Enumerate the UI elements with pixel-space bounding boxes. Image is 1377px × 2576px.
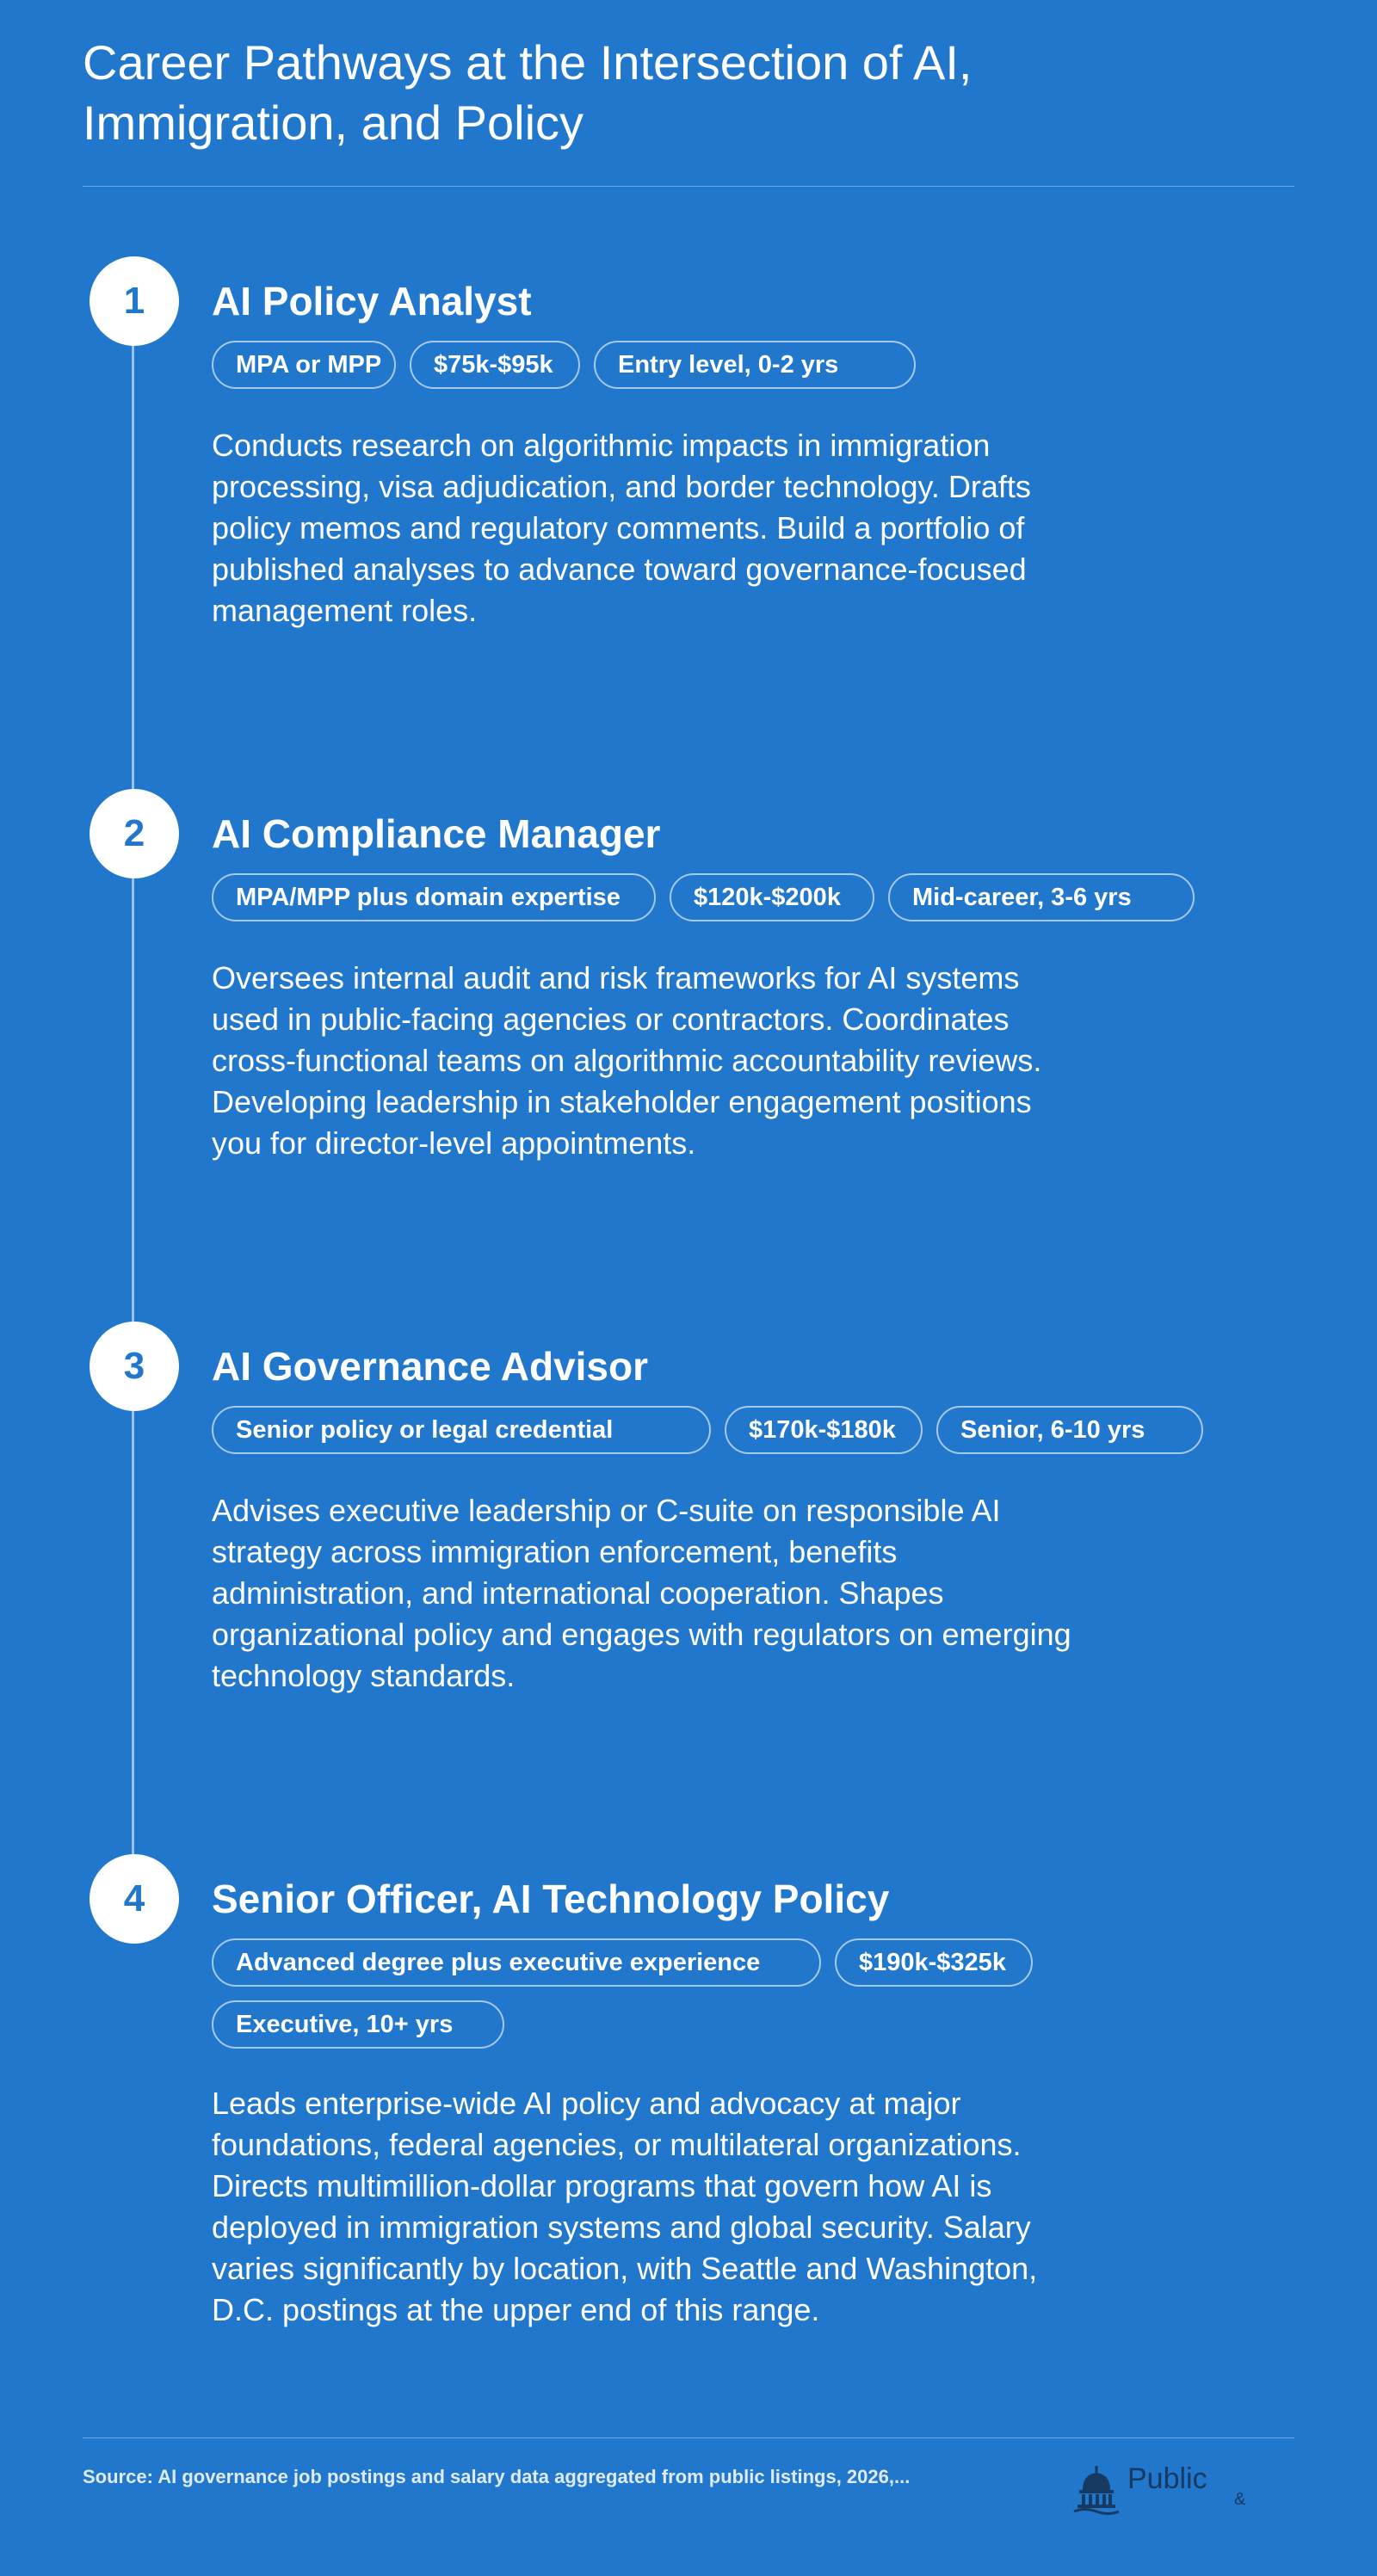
page-title: Career Pathways at the Intersection of AI, Immigration, and Policy xyxy=(83,35,973,150)
step-tags xyxy=(212,1406,1227,1454)
step-tags xyxy=(212,873,1227,921)
step-number-badge: 2 xyxy=(90,789,179,878)
experience-tag: Entry level, 0-2 yrs xyxy=(594,341,916,389)
capitol-dome-icon xyxy=(1072,2464,1121,2516)
salary-tag: $75k-$95k xyxy=(410,341,580,389)
step-tags xyxy=(212,1938,1227,2049)
step-title: Senior Officer, AI Technology Policy xyxy=(212,1877,890,1921)
step-title: AI Governance Advisor xyxy=(212,1344,649,1389)
step-tags xyxy=(212,341,1227,389)
step-description: Advises executive leadership or C-suite on responsible AI strategy across immigration enforcement, benefits administration, and international cooperation. Shapes organizational policy and engages with regulators on emerging technology standards. xyxy=(212,1493,1071,1693)
education-tag: MPA/MPP plus domain expertise xyxy=(212,873,656,921)
step-number-badge: 1 xyxy=(90,256,179,346)
step-number-badge: 4 xyxy=(90,1854,179,1944)
step-description: Conducts research on algorithmic impacts in immigration processing, visa adjudication, and border technology. Drafts policy memos and regulatory comments. Build a portfolio of published analyses to advance toward governance-focused management roles. xyxy=(212,428,1031,628)
logo-ampersand: & xyxy=(1234,2490,1246,2509)
experience-tag: Mid-career, 3-6 yrs xyxy=(888,873,1195,921)
timeline-line xyxy=(132,301,134,1901)
footer-divider xyxy=(83,2437,1294,2438)
education-tag: Senior policy or legal credential xyxy=(212,1406,711,1454)
education-tag: Advanced degree plus executive experience xyxy=(212,1938,821,1987)
step-title: AI Policy Analyst xyxy=(212,279,532,324)
step-description: Leads enterprise-wide AI policy and advocacy at major foundations, federal agencies, or multilateral organizations. Directs multimillion-dollar programs that govern how AI is deployed in immigration systems and global security. Salary varies significantly by location, with Seattle and Washington, D.C. postings at the upper end of this range. xyxy=(212,2086,1038,2327)
source-note: Source: AI governance job postings and salary data aggregated from public listings, 2026,... xyxy=(83,2466,911,2487)
experience-tag: Senior, 6-10 yrs xyxy=(936,1406,1203,1454)
step-description: Oversees internal audit and risk frameworks for AI systems used in public-facing agencies or contractors. Coordinates cross-functional teams on algorithmic accountability reviews. Developing leadership in stakeholder engagement positions you for director-level appointments. xyxy=(212,960,1042,1161)
salary-tag: $120k-$200k xyxy=(670,873,874,921)
salary-tag: $170k-$180k xyxy=(725,1406,923,1454)
title-divider xyxy=(83,186,1294,187)
step-number-badge: 3 xyxy=(90,1322,179,1411)
step-title: AI Compliance Manager xyxy=(212,811,661,856)
logo-text: Public xyxy=(1127,2462,1207,2495)
organization-logo xyxy=(1072,2461,1296,2521)
education-tag: MPA or MPP xyxy=(212,341,396,389)
salary-tag: $190k-$325k xyxy=(835,1938,1033,1987)
experience-tag: Executive, 10+ yrs xyxy=(212,2000,504,2049)
